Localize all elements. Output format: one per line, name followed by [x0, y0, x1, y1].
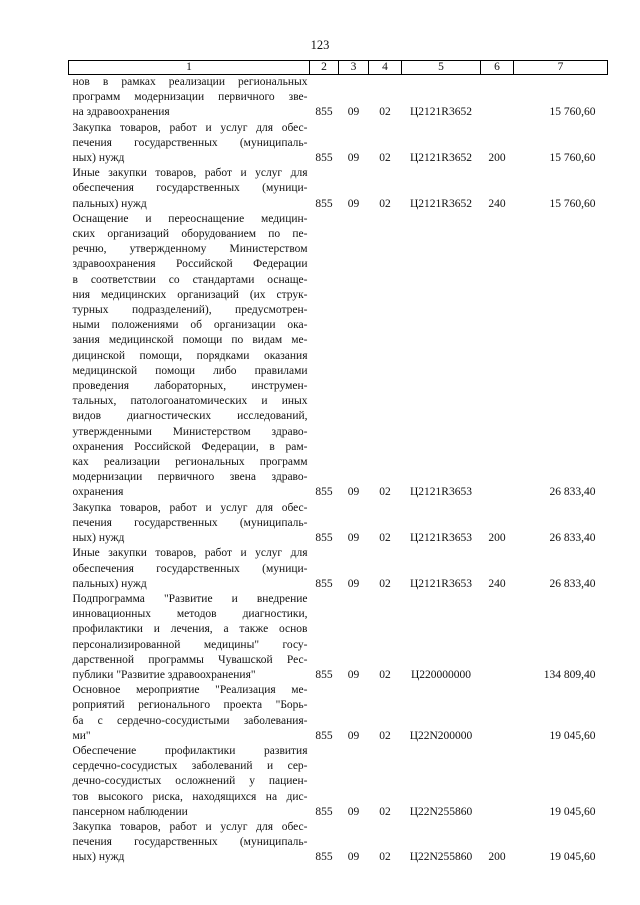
description-line: речню, утвержденному Министерством	[72, 243, 308, 256]
expense-type-code: 240	[488, 577, 506, 590]
subsection-code: 02	[379, 197, 391, 210]
description-line: ских организаций оборудованием по пе-	[72, 228, 308, 241]
expense-type-code	[481, 683, 514, 744]
description-line: дечно-сосудистых осложнений у пациен-	[72, 775, 308, 788]
description-line: зания медицинской помощи по видам ме-	[72, 334, 308, 347]
target-article-code: Ц220000000	[410, 668, 472, 681]
amount: 19 045,60	[549, 851, 596, 864]
row-description	[69, 212, 310, 501]
row-description	[69, 121, 310, 167]
description-line: нов в рамках реализации региональных	[72, 76, 308, 88]
row-description	[69, 546, 310, 592]
section-code: 09	[347, 152, 360, 165]
table-row	[69, 820, 608, 866]
expense-type-code: 200	[488, 851, 506, 864]
description-line: ных) нужд	[72, 532, 125, 545]
target-article-code: Ц2121R3652	[410, 152, 472, 165]
description-line: в соответствии со стандартами оснаще-	[72, 273, 308, 286]
row-description	[69, 820, 310, 866]
description-line: профилактики и лечения, а также основ	[72, 623, 308, 636]
description-line: сердечно-сосудистых заболеваний и сер-	[72, 760, 308, 773]
description-line: обеспечения государственных (муници-	[72, 562, 308, 575]
table-body	[69, 75, 608, 866]
description-line: Подпрограмма "Развитие и внедрение	[72, 592, 308, 605]
ministry-code: 855	[315, 805, 333, 818]
expense-type-code	[481, 744, 514, 820]
description-line: ния медицинских организаций (их струк-	[72, 288, 308, 301]
table-row	[69, 121, 608, 167]
description-line: модернизации первичного звена здраво-	[72, 471, 308, 484]
ministry-code: 855	[315, 532, 333, 545]
amount: 19 045,60	[549, 729, 596, 742]
target-article-code: Ц2121R3652	[410, 197, 472, 210]
ministry-code: 855	[315, 668, 333, 681]
subsection-code: 02	[379, 486, 391, 499]
description-line: ми"	[72, 729, 91, 742]
column-header: 6	[481, 61, 514, 75]
page-number: 123	[310, 38, 330, 52]
amount: 134 809,40	[543, 668, 596, 681]
description-line: турных подразделений), предусмотрен-	[72, 304, 308, 317]
section-code: 09	[347, 197, 360, 210]
description-line: пальных) нужд	[72, 197, 147, 210]
amount: 26 833,40	[549, 532, 596, 545]
description-line: Обеспечение профилактики развития	[72, 744, 308, 757]
description-line: Закупка товаров, работ и услуг для обес-	[72, 121, 308, 134]
table-row	[69, 75, 608, 121]
section-code: 09	[347, 486, 360, 499]
column-header: 4	[369, 61, 402, 75]
description-line: печения государственных (муниципаль-	[72, 836, 308, 849]
description-line: Закупка товаров, работ и услуг для обес-	[72, 820, 308, 833]
subsection-code: 02	[379, 729, 391, 742]
expense-type-code: 200	[488, 532, 506, 545]
description-line: ках реализации региональных программ	[72, 456, 308, 469]
description-line: дицинской помощи, порядками оказания	[72, 349, 308, 362]
amount: 15 760,60	[549, 197, 596, 210]
description-line: Основное мероприятие "Реализация ме-	[72, 684, 308, 697]
table-row	[69, 592, 608, 683]
column-header-row	[69, 61, 608, 75]
target-article-code: Ц2121R3652	[410, 106, 472, 119]
section-code: 09	[347, 851, 360, 864]
amount: 15 760,60	[549, 152, 596, 165]
subsection-code: 02	[379, 668, 391, 681]
description-line: на здравоохранения	[72, 106, 170, 119]
row-description	[69, 744, 310, 820]
target-article-code: Ц2121R3653	[410, 486, 472, 499]
description-line: пальных) нужд	[72, 577, 147, 590]
description-line: инновационных методов диагностики,	[72, 608, 308, 621]
description-line: здравоохранения Российской Федерации	[72, 258, 308, 271]
amount: 19 045,60	[549, 805, 596, 818]
ministry-code: 855	[315, 577, 333, 590]
section-code: 09	[347, 106, 360, 119]
description-line: пансерном наблюдении	[72, 805, 188, 818]
description-line: печения государственных (муниципаль-	[72, 516, 308, 529]
description-line: ных) нужд	[72, 152, 125, 165]
subsection-code: 02	[379, 152, 391, 165]
column-header: 5	[402, 61, 481, 75]
target-article-code: Ц22N255860	[409, 851, 473, 864]
table-row	[69, 212, 608, 501]
description-line: ных) нужд	[72, 851, 125, 864]
row-description	[69, 166, 310, 212]
row-description	[69, 501, 310, 547]
section-code: 09	[347, 729, 360, 742]
section-code: 09	[347, 668, 360, 681]
column-header: 3	[339, 61, 369, 75]
column-header: 2	[310, 61, 339, 75]
description-line: персонализированной медицины" госу-	[72, 638, 308, 651]
expense-type-code: 200	[488, 152, 506, 165]
subsection-code: 02	[379, 851, 391, 864]
ministry-code: 855	[315, 851, 333, 864]
description-line: утвержденными Министерством здраво-	[72, 425, 308, 438]
ministry-code: 855	[315, 197, 333, 210]
amount: 15 760,60	[549, 106, 596, 119]
expense-type-code	[481, 592, 514, 683]
table-row	[69, 683, 608, 744]
description-line: проведения лабораторных, инструмен-	[72, 380, 308, 393]
description-line: охранения	[72, 486, 124, 499]
subsection-code: 02	[379, 577, 391, 590]
description-line: обеспечения государственных (муници-	[72, 182, 308, 195]
description-line: медицинской помощи либо правилами	[72, 364, 308, 377]
amount: 26 833,40	[549, 486, 596, 499]
ministry-code: 855	[315, 729, 333, 742]
table-row	[69, 744, 608, 820]
description-line: Закупка товаров, работ и услуг для обес-	[72, 501, 308, 514]
subsection-code: 02	[379, 532, 391, 545]
expense-type-code: 240	[488, 197, 506, 210]
description-line: печения государственных (муниципаль-	[72, 136, 308, 149]
column-header: 1	[69, 61, 310, 75]
expense-type-code	[481, 75, 514, 121]
ministry-code: 855	[315, 486, 333, 499]
row-description	[69, 683, 310, 744]
budget-table	[68, 60, 608, 866]
section-code: 09	[347, 805, 360, 818]
section-code: 09	[347, 577, 360, 590]
column-header: 7	[514, 61, 608, 75]
description-line: Иные закупки товаров, работ и услуг для	[72, 167, 308, 180]
description-line: ба с сердечно-сосудистыми заболевания-	[72, 714, 308, 727]
target-article-code: Ц22N255860	[409, 805, 473, 818]
target-article-code: Ц22N200000	[409, 729, 473, 742]
ministry-code: 855	[315, 106, 333, 119]
description-line: Оснащение и переоснащение медицин-	[72, 212, 308, 225]
description-line: ными положениями об организации ока-	[72, 319, 308, 332]
table-row	[69, 546, 608, 592]
description-line: программ модернизации первичного зве-	[72, 91, 308, 104]
row-description	[69, 75, 310, 121]
section-code: 09	[347, 532, 360, 545]
target-article-code: Ц2121R3653	[410, 532, 472, 545]
description-line: дарственной программы Чувашской Рес-	[72, 653, 308, 666]
description-line: охранения Российской Федерации, в рам-	[72, 440, 308, 453]
table-row	[69, 166, 608, 212]
row-description	[69, 592, 310, 683]
description-line: роприятий регионального проекта "Борь-	[72, 699, 308, 712]
expense-type-code	[481, 212, 514, 501]
target-article-code: Ц2121R3653	[410, 577, 472, 590]
description-line: тов высокого риска, находящихся на дис-	[72, 790, 308, 803]
ministry-code: 855	[315, 152, 333, 165]
table-row	[69, 501, 608, 547]
amount: 26 833,40	[549, 577, 596, 590]
description-line: тальных, патологоанатомических и иных	[72, 395, 308, 408]
description-line: публики "Развитие здравоохранения"	[72, 668, 256, 681]
subsection-code: 02	[379, 106, 391, 119]
description-line: видов диагностических исследований,	[72, 410, 308, 423]
description-line: Иные закупки товаров, работ и услуг для	[72, 547, 308, 560]
subsection-code: 02	[379, 805, 391, 818]
